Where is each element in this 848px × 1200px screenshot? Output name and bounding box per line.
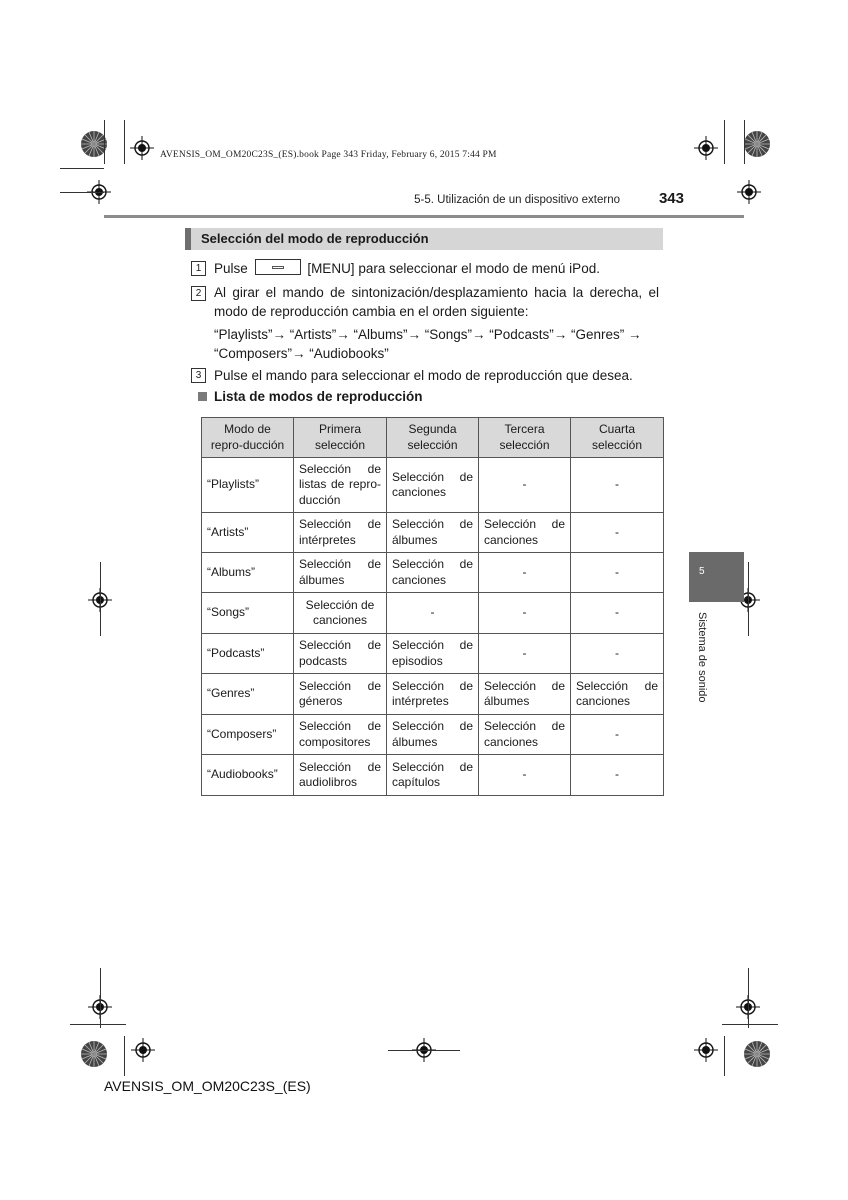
table-cell: Selección de episodios	[387, 634, 479, 674]
table-cell: Selección de intérpretes	[294, 513, 387, 553]
step-number: 3	[191, 368, 206, 383]
table-header-row	[202, 418, 664, 458]
print-info: AVENSIS_OM_OM20C23S_(ES).book Page 343 Friday, February 6, 2015 7:44 PM	[160, 150, 497, 160]
chapter-number: 5	[699, 566, 705, 577]
table-cell: -	[571, 715, 664, 755]
order-sequence-line-2: “Composers”→ “Audiobooks”	[214, 346, 389, 361]
playback-modes-table	[201, 417, 664, 796]
table-cell: “Podcasts”	[202, 634, 294, 674]
column-header: Tercera selección	[479, 418, 571, 458]
chapter-tab	[689, 552, 744, 602]
color-wheel-mark-icon	[80, 1040, 108, 1068]
column-header: Cuarta selección	[571, 418, 664, 458]
table-cell: -	[479, 593, 571, 634]
table-cell: Selección de álbumes	[387, 513, 479, 553]
step-3-text: Pulse el mando para seleccionar el modo de reproducción que desea.	[214, 368, 633, 383]
table-cell: Selección de álbumes	[479, 674, 571, 715]
table-cell: -	[387, 593, 479, 634]
table-row	[202, 513, 664, 553]
registration-mark-icon	[737, 180, 761, 204]
registration-mark-icon	[130, 136, 154, 160]
section-title: Selección del modo de reproducción	[201, 231, 429, 246]
color-wheel-mark-icon	[743, 130, 771, 158]
table-cell: Selección de canciones	[571, 674, 664, 715]
table-cell: -	[571, 458, 664, 513]
table-row	[202, 715, 664, 755]
table-cell: -	[571, 553, 664, 593]
table-cell: -	[571, 634, 664, 674]
step-number: 1	[191, 261, 206, 276]
table-cell: “Genres”	[202, 674, 294, 715]
table-cell: “Artists”	[202, 513, 294, 553]
table-cell: Selección de canciones	[387, 553, 479, 593]
table-cell: Selección de compositores	[294, 715, 387, 755]
table-cell: Selección de canciones	[294, 593, 387, 634]
header-rule	[104, 215, 744, 218]
table-cell: -	[479, 755, 571, 796]
column-header: Modo de repro-ducción	[202, 418, 294, 458]
table-cell: Selección de canciones	[479, 513, 571, 553]
registration-mark-icon	[694, 136, 718, 160]
table-cell: Selección de canciones	[387, 458, 479, 513]
table-cell: Selección de podcasts	[294, 634, 387, 674]
menu-button-icon	[255, 259, 301, 275]
registration-mark-icon	[131, 1038, 155, 1062]
table-cell: “Albums”	[202, 553, 294, 593]
table-cell: “Playlists”	[202, 458, 294, 513]
list-heading: Lista de modos de reproducción	[198, 389, 423, 404]
table-cell: Selección de géneros	[294, 674, 387, 715]
table-cell: -	[479, 634, 571, 674]
table-cell: -	[571, 593, 664, 634]
color-wheel-mark-icon	[743, 1040, 771, 1068]
table-cell: Selección de intérpretes	[387, 674, 479, 715]
step-number: 2	[191, 286, 206, 301]
column-header: Primera selección	[294, 418, 387, 458]
table-cell: -	[479, 553, 571, 593]
page-number: 343	[658, 190, 684, 207]
table-cell: “Composers”	[202, 715, 294, 755]
table-cell: Selección de capítulos	[387, 755, 479, 796]
table-cell: Selección de álbumes	[387, 715, 479, 755]
column-header: Segunda selección	[387, 418, 479, 458]
table-cell: “Audiobooks”	[202, 755, 294, 796]
table-cell: -	[571, 513, 664, 553]
table-cell: -	[479, 458, 571, 513]
chapter-label: Sistema de sonido	[696, 612, 708, 703]
step-1-text-before: Pulse	[214, 261, 248, 276]
step-2-text: Al girar el mando de sintonización/desplazamiento hacia la derecha, el modo de reproducción cambia en el orden siguiente:	[214, 285, 659, 319]
order-sequence-line-1: “Playlists”→ “Artists”→ “Albums”→ “Songs”→ “Podcasts”→ “Genres” →	[214, 327, 642, 342]
table-row	[202, 634, 664, 674]
step-1-text-after: [MENU] para seleccionar el modo de menú iPod.	[307, 261, 600, 276]
table-cell: Selección de álbumes	[294, 553, 387, 593]
table-cell: Selección de audiolibros	[294, 755, 387, 796]
registration-mark-icon	[694, 1038, 718, 1062]
table-cell: “Songs”	[202, 593, 294, 634]
table-cell: -	[571, 755, 664, 796]
header-section-title: 5-5. Utilización de un dispositivo externo	[414, 194, 620, 206]
table-cell: Selección de listas de repro-ducción	[294, 458, 387, 513]
table-row	[202, 553, 664, 593]
footer-code: AVENSIS_OM_OM20C23S_(ES)	[104, 1078, 311, 1094]
table-cell: Selección de canciones	[479, 715, 571, 755]
square-bullet-icon	[198, 392, 207, 401]
table-row	[202, 674, 664, 715]
table-row	[202, 593, 664, 634]
table-row	[202, 458, 664, 513]
table-row	[202, 755, 664, 796]
section-heading-bar	[185, 228, 663, 250]
